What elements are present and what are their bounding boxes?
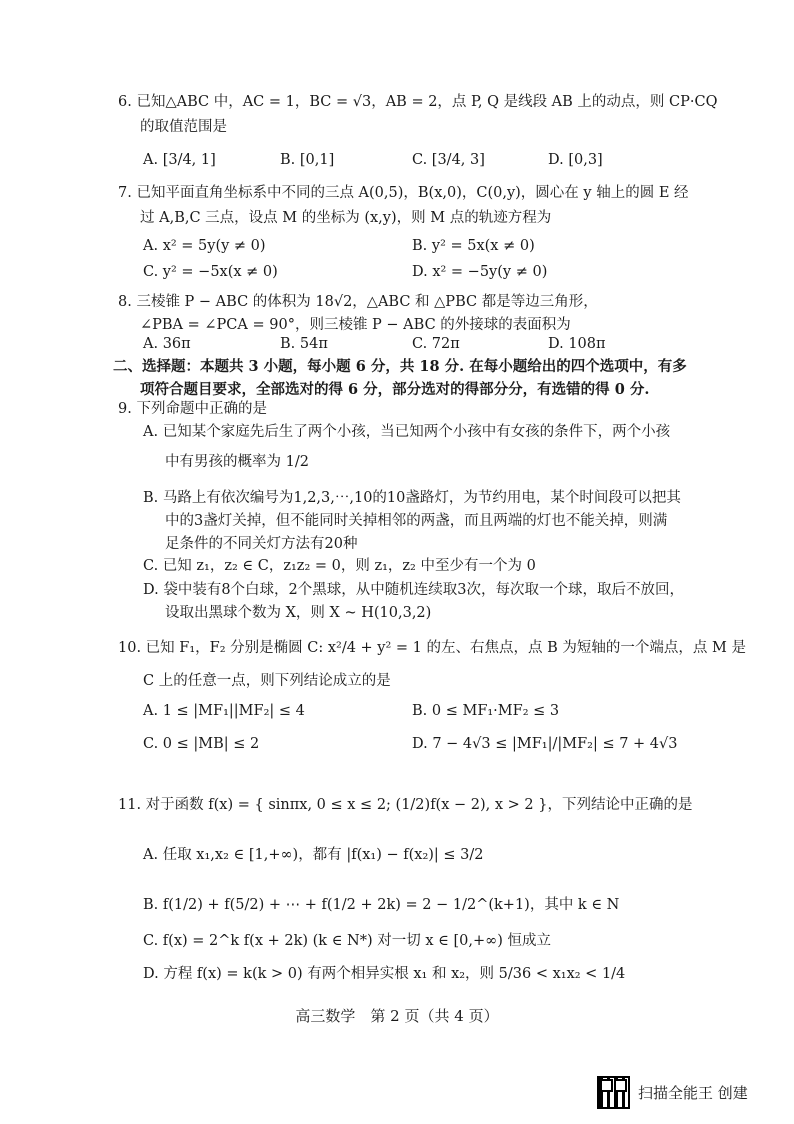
q11-option-a: A. 任取 x₁,x₂ ∈ [1,+∞)，都有 |f(x₁) − f(x₂)| ≤ 3/2	[143, 847, 484, 863]
q11-stem: 11. 对于函数 f(x) = { sinπx, 0 ≤ x ≤ 2; (1/2)f(x − 2), x > 2 }，下列结论中正确的是	[118, 797, 693, 813]
q11-option-b: B. f(1/2) + f(5/2) + ⋯ + f(1/2 + 2k) = 2 − 1/2^(k+1)，其中 k ∈ N	[143, 897, 620, 913]
q10-option-c: C. 0 ≤ |MB| ≤ 2	[143, 736, 260, 752]
q9-option-a-line1: A. 已知某个家庭先后生了两个小孩，当已知两个小孩中有女孩的条件下，两个小孩	[143, 424, 671, 440]
q6-stem-line1: 6. 已知△ABC 中，AC = 1，BC = √3，AB = 2，点 P, Q 是线段 AB 上的动点，则 CP·CQ	[118, 94, 718, 110]
scanner-watermark: 扫描全能王 创建	[638, 1084, 748, 1102]
q9-option-d-line2: 设取出黑球个数为 X，则 X ~ H(10,3,2)	[165, 605, 432, 621]
q9-option-b-line1: B. 马路上有依次编号为1,2,3,⋯,10的10盏路灯，为节约用电，某个时间段可以把其	[143, 490, 681, 506]
q7-option-d: D. x² = −5y(y ≠ 0)	[412, 264, 548, 280]
q9-option-d-line1: D. 袋中装有8个白球，2个黑球，从中随机连续取3次，每次取一个球，取后不放回，	[143, 582, 684, 598]
q7-stem-line2: 过 A,B,C 三点，设点 M 的坐标为 (x,y)，则 M 点的轨迹方程为	[140, 210, 552, 226]
section2-header-line2: 项符合题目要求，全部选对的得 6 分，部分选对的得部分分，有选错的得 0 分.	[140, 381, 650, 398]
q10-option-b: B. 0 ≤ MF₁·MF₂ ≤ 3	[412, 703, 560, 719]
q9-stem: 9. 下列命题中正确的是	[118, 401, 267, 417]
qr-code-icon	[597, 1076, 630, 1109]
q9-option-b-line2: 中的3盏灯关掉，但不能同时关掉相邻的两盏，而且两端的灯也不能关掉，则满	[165, 513, 668, 529]
q7-option-b: B. y² = 5x(x ≠ 0)	[412, 238, 535, 254]
q9-option-a-line2: 中有男孩的概率为 1/2	[165, 454, 309, 470]
q8-option-b: B. 54π	[280, 336, 328, 352]
q6-option-a: A. [3/4, 1]	[143, 152, 216, 168]
q11-option-c: C. f(x) = 2^k f(x + 2k) (k ∈ N*) 对一切 x ∈ [0,+∞) 恒成立	[143, 933, 551, 949]
q6-option-d: D. [0,3]	[548, 152, 603, 168]
q7-stem-line1: 7. 已知平面直角坐标系中不同的三点 A(0,5)，B(x,0)，C(0,y)，圆心在 y 轴上的圆 E 经	[118, 185, 689, 201]
q8-option-a: A. 36π	[143, 336, 191, 352]
q11-option-d: D. 方程 f(x) = k(k > 0) 有两个相异实根 x₁ 和 x₂，则 5/36 < x₁x₂ < 1/4	[143, 966, 626, 982]
q8-option-d: D. 108π	[548, 336, 606, 352]
q10-stem-line1: 10. 已知 F₁，F₂ 分别是椭圆 C: x²/4 + y² = 1 的左、右焦点，点 B 为短轴的一个端点，点 M 是	[118, 640, 746, 656]
q8-option-c: C. 72π	[412, 336, 460, 352]
section2-header-line1: 二、选择题：本题共 3 小题，每小题 6 分，共 18 分. 在每小题给出的四个选项中，有多	[113, 358, 687, 375]
q9-option-c: C. 已知 z₁，z₂ ∈ C，z₁z₂ = 0，则 z₁，z₂ 中至少有一个为 0	[143, 558, 536, 574]
q7-option-a: A. x² = 5y(y ≠ 0)	[143, 238, 266, 254]
q10-option-d: D. 7 − 4√3 ≤ |MF₁|/|MF₂| ≤ 7 + 4√3	[412, 736, 678, 752]
q6-stem-line2: 的取值范围是	[140, 119, 227, 135]
page-footer: 高三数学 第 2 页（共 4 页）	[295, 1007, 499, 1025]
q10-stem-line2: C 上的任意一点，则下列结论成立的是	[143, 673, 391, 689]
q7-option-c: C. y² = −5x(x ≠ 0)	[143, 264, 278, 280]
q6-option-c: C. [3/4, 3]	[412, 152, 485, 168]
q8-stem-line2: ∠PBA = ∠PCA = 90°，则三棱锥 P − ABC 的外接球的表面积为	[140, 317, 571, 333]
q9-option-b-line3: 足条件的不同关灯方法有20种	[165, 536, 358, 552]
q8-stem-line1: 8. 三棱锥 P − ABC 的体积为 18√2，△ABC 和 △PBC 都是等边三角形，	[118, 294, 598, 310]
q6-option-b: B. [0,1]	[280, 152, 335, 168]
q10-option-a: A. 1 ≤ |MF₁||MF₂| ≤ 4	[143, 703, 305, 719]
